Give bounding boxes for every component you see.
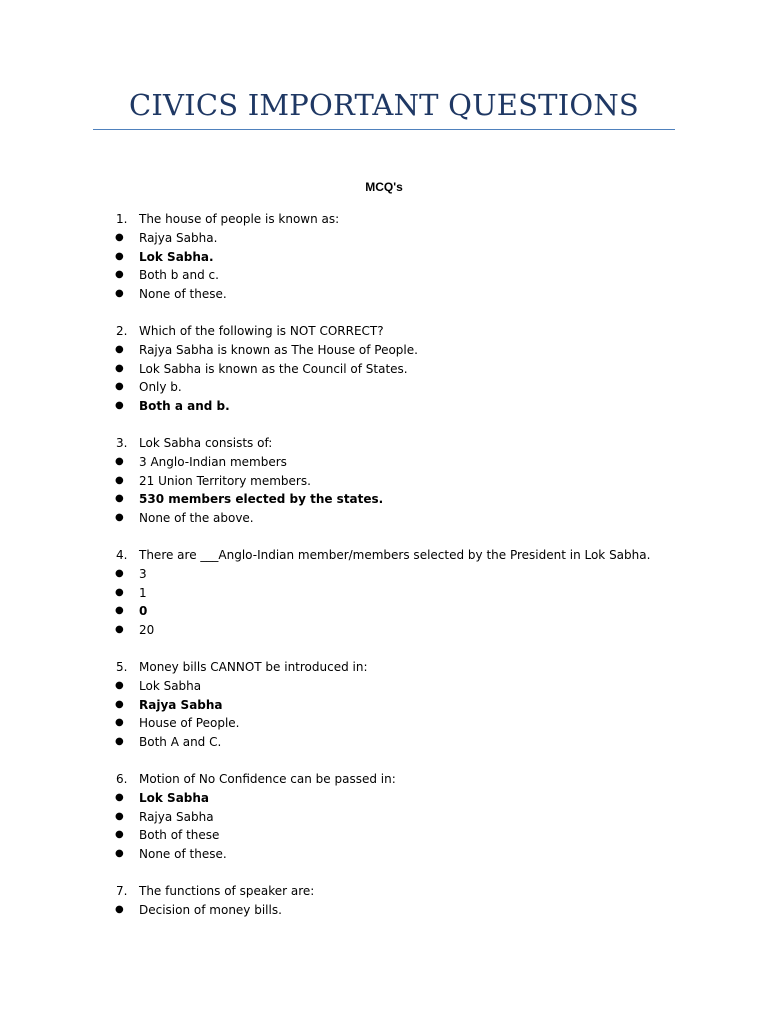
question-line (0, 434, 768, 453)
option-text: Lok Sabha (139, 678, 202, 693)
answer-option (0, 266, 768, 285)
option-text: None of these. (139, 287, 227, 302)
question-number: 2. (116, 323, 128, 338)
question-number: 1. (116, 212, 128, 226)
title-underline (93, 129, 675, 130)
bullet-icon: ● (115, 903, 124, 915)
question-text: Motion of No Confidence can be passed in: (139, 771, 396, 786)
answer-option (0, 826, 768, 845)
bullet-icon: ● (115, 512, 124, 524)
answer-option (0, 378, 768, 397)
question-item (0, 434, 768, 528)
answer-option (0, 285, 768, 304)
question-list (0, 210, 768, 938)
answer-option (0, 584, 768, 603)
bullet-icon: ● (115, 791, 124, 803)
option-text: Both A and C. (139, 735, 222, 750)
answer-option (0, 789, 768, 808)
question-number: 7. (116, 883, 128, 898)
bullet-icon: ● (115, 717, 124, 729)
correct-answer-text: Both a and b. (139, 399, 230, 414)
page-title: CIVICS IMPORTANT QUESTIONS (129, 88, 639, 122)
answer-option (0, 490, 768, 509)
correct-answer-text: Lok Sabha (139, 790, 210, 805)
section-subtitle: MCQ's (365, 180, 403, 194)
option-text: 3 (139, 566, 147, 581)
option-text: Lok Sabha is known as the Council of States. (139, 361, 408, 376)
question-text: There are ___Anglo-Indian member/members selected by the President in Lok Sabha. (139, 547, 651, 562)
question-line (0, 210, 768, 229)
bullet-icon: ● (115, 736, 124, 748)
answer-option (0, 677, 768, 696)
bullet-icon: ● (115, 269, 124, 281)
option-text: Both b and c. (139, 268, 219, 283)
option-text: 1 (139, 585, 147, 600)
bullet-icon: ● (115, 810, 124, 822)
question-item (0, 658, 768, 752)
answer-option (0, 472, 768, 491)
option-text: Rajya Sabha (139, 809, 214, 824)
answer-option (0, 845, 768, 864)
bullet-icon: ● (115, 400, 124, 412)
question-line (0, 546, 768, 565)
answer-option (0, 901, 768, 920)
option-text: 21 Union Territory members. (139, 473, 311, 488)
answer-option (0, 509, 768, 528)
answer-option (0, 565, 768, 584)
bullet-icon: ● (115, 474, 124, 486)
correct-answer-text: Lok Sabha. (139, 249, 214, 264)
bullet-icon: ● (115, 586, 124, 598)
question-text: The house of people is known as: (139, 212, 340, 226)
answer-option (0, 229, 768, 248)
option-text: Only b. (139, 380, 182, 395)
question-text: Lok Sabha consists of: (139, 435, 273, 450)
answer-option (0, 453, 768, 472)
question-number: 6. (116, 771, 128, 786)
bullet-icon: ● (115, 493, 124, 505)
bullet-icon: ● (115, 829, 124, 841)
question-text: The functions of speaker are: (139, 883, 315, 898)
question-line (0, 658, 768, 677)
question-number: 4. (116, 547, 128, 562)
question-item (0, 882, 768, 920)
answer-option (0, 248, 768, 267)
question-item (0, 546, 768, 640)
option-text: House of People. (139, 716, 240, 731)
question-item (0, 322, 768, 416)
bullet-icon: ● (115, 698, 124, 710)
bullet-icon: ● (115, 381, 124, 393)
question-text: Which of the following is NOT CORRECT? (139, 323, 384, 338)
answer-option (0, 397, 768, 416)
answer-option (0, 714, 768, 733)
option-text: 20 (139, 623, 155, 638)
bullet-icon: ● (115, 231, 124, 243)
question-number: 3. (116, 435, 128, 450)
correct-answer-text: 530 members elected by the states. (139, 492, 384, 507)
answer-option (0, 621, 768, 640)
option-text: None of the above. (139, 511, 254, 526)
answer-option (0, 341, 768, 360)
bullet-icon: ● (115, 567, 124, 579)
option-text: Decision of money bills. (139, 902, 282, 917)
answer-option (0, 733, 768, 752)
answer-option (0, 602, 768, 621)
bullet-icon: ● (115, 605, 124, 617)
bullet-icon: ● (115, 362, 124, 374)
answer-option (0, 696, 768, 715)
option-text: 3 Anglo-Indian members (139, 454, 287, 469)
answer-option (0, 360, 768, 379)
question-line (0, 322, 768, 341)
question-line (0, 882, 768, 901)
bullet-icon: ● (115, 250, 124, 262)
option-text: None of these. (139, 847, 227, 862)
question-item (0, 770, 768, 864)
question-text: Money bills CANNOT be introduced in: (139, 659, 368, 674)
bullet-icon: ● (115, 679, 124, 691)
correct-answer-text: 0 (139, 604, 148, 619)
bullet-icon: ● (115, 455, 124, 467)
question-line (0, 770, 768, 789)
bullet-icon: ● (115, 624, 124, 636)
question-number: 5. (116, 659, 128, 674)
option-text: Both of these (139, 828, 220, 843)
correct-answer-text: Rajya Sabha (139, 697, 223, 712)
bullet-icon: ● (115, 848, 124, 860)
bullet-icon: ● (115, 288, 124, 300)
answer-option (0, 808, 768, 827)
bullet-icon: ● (115, 343, 124, 355)
option-text: Rajya Sabha. (139, 230, 218, 245)
question-item (0, 210, 768, 304)
option-text: Rajya Sabha is known as The House of People. (139, 342, 418, 357)
